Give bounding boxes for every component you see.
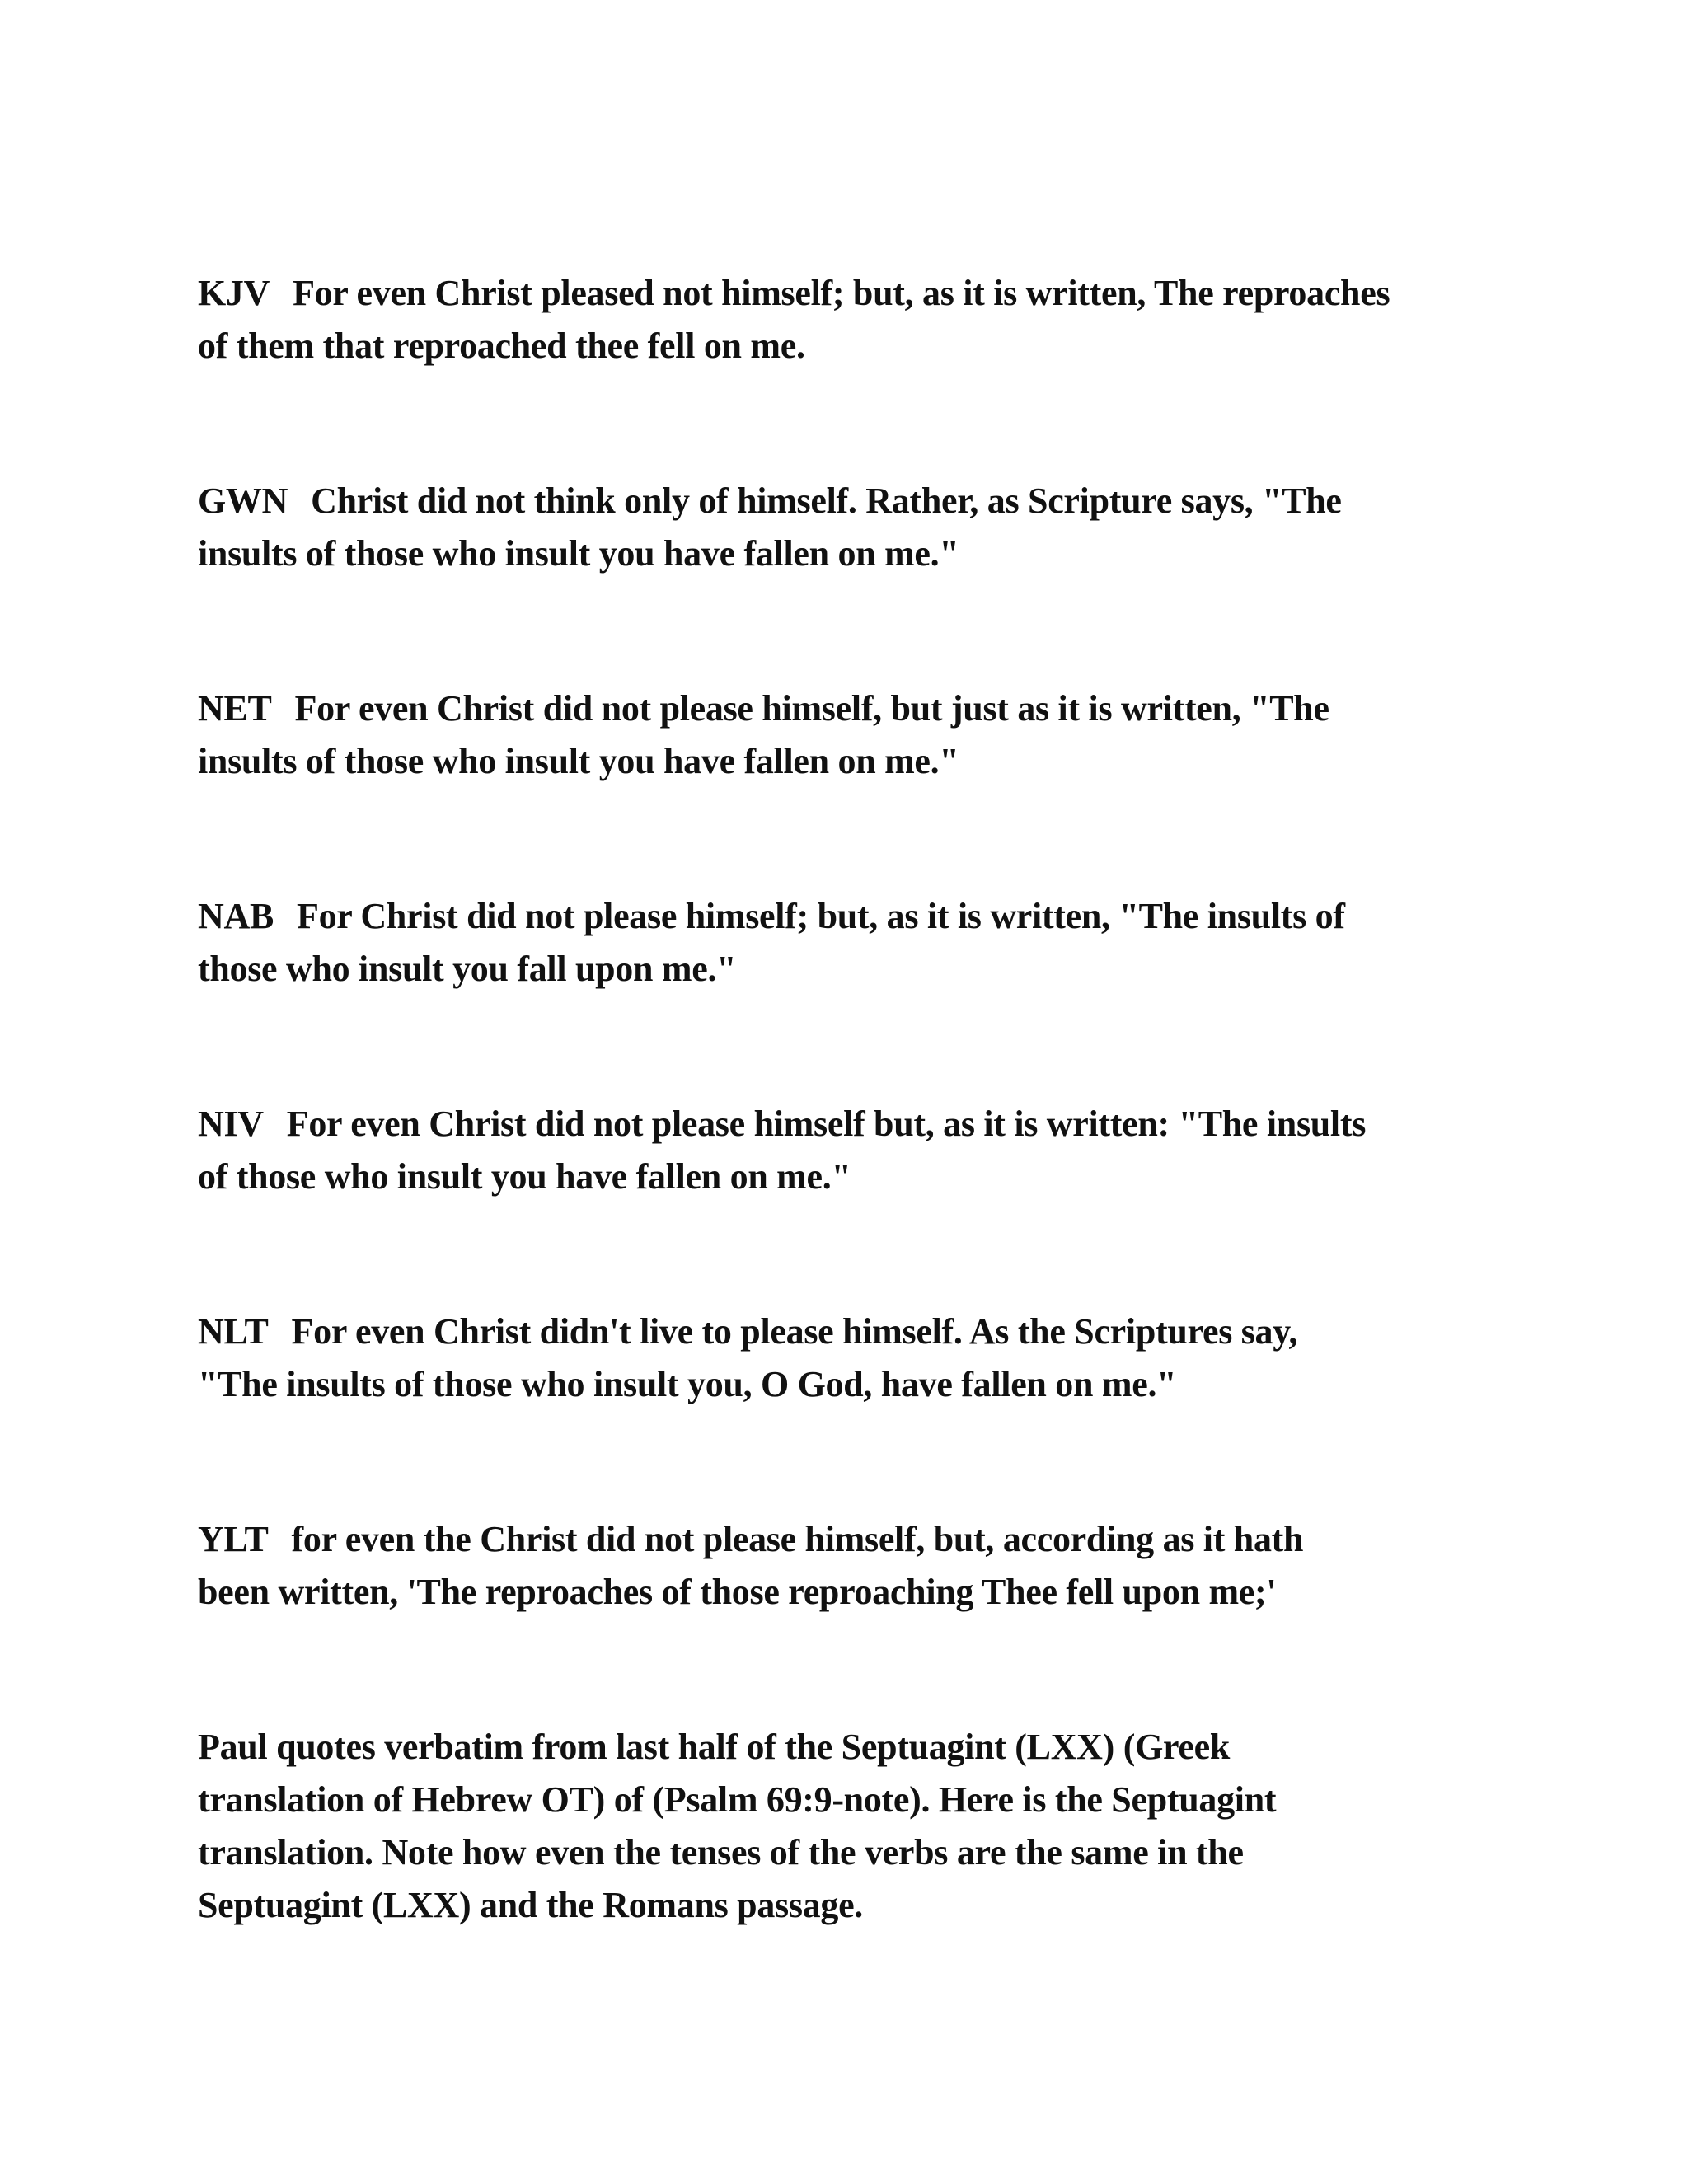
verse-line-1 [198, 267, 1517, 320]
verse-text: For even Christ did not please himself but, as it is written: "The insults [286, 1104, 1367, 1144]
translation-abbr: KJV [198, 273, 270, 313]
verse-text: For Christ did not please himself; but, as it is written, "The insults of [297, 896, 1345, 936]
verse-line-2: insults of those who insult you have fallen on me." [198, 533, 959, 574]
verse-text: For even Christ pleased not himself; but, as it is written, The reproaches [293, 273, 1390, 313]
verse-line-2: insults of those who insult you have fallen on me." [198, 741, 959, 781]
verse-ylt [198, 1513, 1517, 1619]
verse-net [198, 682, 1517, 788]
verse-nlt [198, 1305, 1517, 1411]
verse-text: For even Christ didn't live to please himself. As the Scriptures say, [291, 1311, 1298, 1352]
verse-line-2: been written, 'The reproaches of those reproaching Thee fell upon me;' [198, 1572, 1277, 1612]
verse-line-1 [198, 1513, 1517, 1566]
septuagint-note [198, 1721, 1517, 1932]
translation-abbr: NAB [198, 896, 274, 936]
verse-line-1 [198, 475, 1517, 527]
verse-line-2: "The insults of those who insult you, O God, have fallen on me." [198, 1364, 1177, 1404]
note-line: translation of Hebrew OT) of (Psalm 69:9-note). Here is the Septuagint [198, 1779, 1277, 1820]
verse-text: Christ did not think only of himself. Rather, as Scripture says, "The [311, 480, 1342, 521]
verse-nab [198, 890, 1517, 996]
verse-line-2: those who insult you fall upon me." [198, 949, 737, 989]
verse-text: For even Christ did not please himself, but just as it is written, "The [294, 688, 1329, 729]
verse-line-2: of those who insult you have fallen on me." [198, 1156, 851, 1197]
verse-text: for even the Christ did not please himself, but, according as it hath [291, 1519, 1304, 1559]
verse-gwn [198, 475, 1517, 580]
translation-abbr: NIV [198, 1104, 264, 1144]
verse-niv [198, 1098, 1517, 1203]
translation-abbr: NET [198, 688, 272, 729]
verse-line-1 [198, 1098, 1517, 1151]
translation-abbr: GWN [198, 480, 288, 521]
verse-line-1 [198, 1305, 1517, 1358]
translation-abbr: YLT [198, 1519, 269, 1559]
verse-kjv [198, 267, 1517, 373]
note-line: Paul quotes verbatim from last half of the Septuagint (LXX) (Greek [198, 1727, 1231, 1767]
verse-line-2: of them that reproached thee fell on me. [198, 326, 805, 366]
verse-line-1 [198, 890, 1517, 943]
translation-abbr: NLT [198, 1311, 269, 1352]
verse-line-1 [198, 682, 1517, 735]
note-line: Septuagint (LXX) and the Romans passage. [198, 1885, 864, 1925]
note-line: translation. Note how even the tenses of the verbs are the same in the [198, 1832, 1244, 1872]
